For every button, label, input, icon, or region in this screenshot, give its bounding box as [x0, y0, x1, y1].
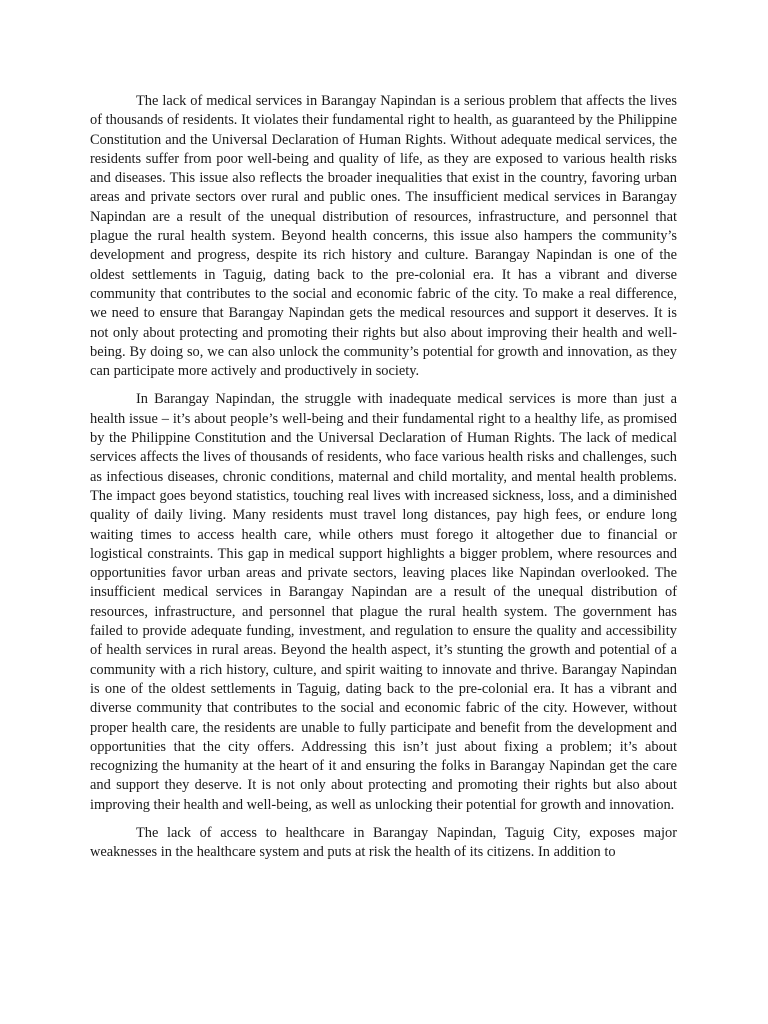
document-page: [90, 92, 677, 872]
paragraph-1: The lack of medical services in Barangay Napindan is a serious problem that affects the lives of thousands of residents. It violates their fundamental right to health, as guaranteed by the Philippine Constitution and the Universal Declaration of Human Rights. Without adequate medical services, the residents suffer from poor well-being and quality of life, as they are exposed to various health risks and diseases. This issue also reflects the broader inequalities that exist in the country, favoring urban areas and private sectors over rural and public ones. The insufficient medical services in Barangay Napindan are a result of the unequal distribution of resources, infrastructure, and personnel that plague the rural health system. Beyond health concerns, this issue also hampers the community’s development and progress, despite its rich history and culture. Barangay Napindan is one of the oldest settlements in Taguig, dating back to the pre-colonial era. It has a vibrant and diverse community that contributes to the social and economic fabric of the city. To make a real difference, we need to ensure that Barangay Napindan gets the medical resources and support it deserves. It is not only about protecting and promoting their rights but also about improving their health and well-being. By doing so, we can also unlock the community’s potential for growth and innovation, as they can participate more actively and productively in society.: [90, 93, 677, 380]
paragraph-2: In Barangay Napindan, the struggle with inadequate medical services is more than just a health issue – it’s about people’s well-being and their fundamental right to a healthy life, as promised by the Philippine Constitution and the Universal Declaration of Human Rights. The lack of medical services affects the lives of thousands of residents, who face various health risks and challenges, such as infectious diseases, chronic conditions, maternal and child mortality, and mental health problems. The impact goes beyond statistics, touching real lives with increased sickness, loss, and a diminished quality of daily living. Many residents must travel long distances, pay high fees, or endure long waiting times to access health care, while others must forego it altogether due to financial or logistical constraints. This gap in medical support highlights a bigger problem, where resources and opportunities favor urban areas and private sectors, leaving places like Napindan overlooked. The insufficient medical services in Barangay Napindan are a result of the unequal distribution of resources, infrastructure, and personnel that plague the rural health system. The government has failed to provide adequate funding, investment, and regulation to ensure the quality and accessibility of health services in rural areas. Beyond the health aspect, it’s stunting the growth and potential of a community with a rich history, culture, and spirit waiting to innovate and thrive. Barangay Napindan is one of the oldest settlements in Taguig, dating back to the pre-colonial era. It has a vibrant and diverse community that contributes to the social and economic fabric of the city. However, without proper health care, the residents are unable to fully participate and benefit from the development and opportunities that the city offers. Addressing this isn’t just about fixing a problem; it’s about recognizing the humanity at the heart of it and ensuring the folks in Barangay Napindan get the care and support they deserve. It is not only about protecting and promoting their rights but also about improving their health and well-being, as well as unlocking their potential for growth and innovation.: [90, 391, 677, 813]
paragraph-3: The lack of access to healthcare in Barangay Napindan, Taguig City, exposes major weaknesses in the healthcare system and puts at risk the health of its citizens. In addition to: [90, 824, 677, 861]
